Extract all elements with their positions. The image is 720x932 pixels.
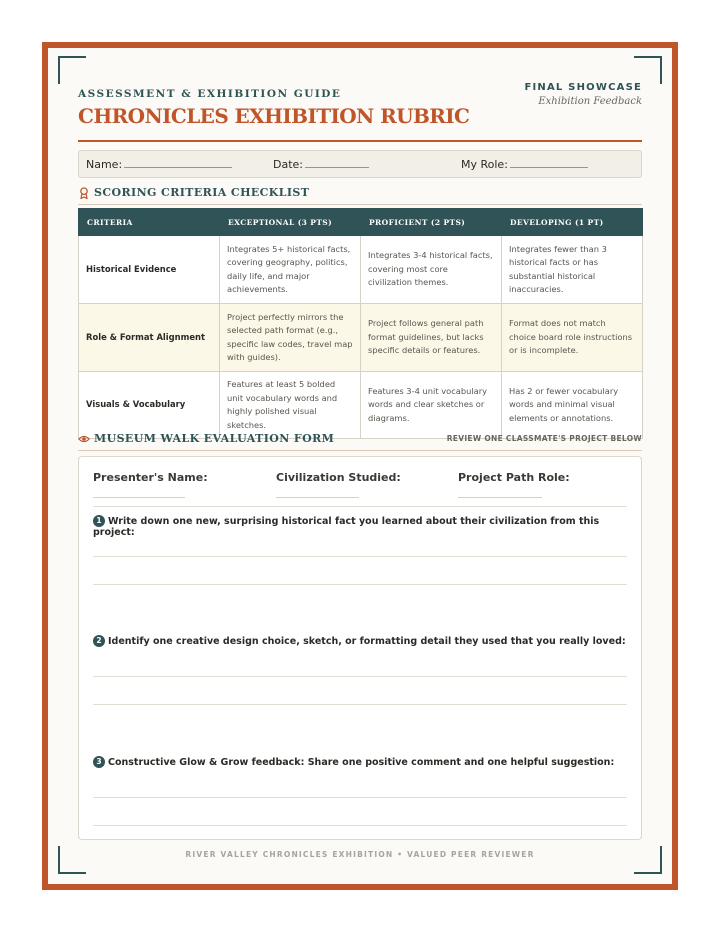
exceptional-cell: Integrates 5+ historical facts, covering geography, politics, daily life, and major achievements. bbox=[220, 236, 361, 304]
showcase-block bbox=[524, 82, 642, 107]
presenter-name-blank[interactable] bbox=[93, 497, 185, 498]
museum-walk-section-header bbox=[78, 432, 642, 450]
col-proficient: PROFICIENT (2 PTS) bbox=[361, 209, 502, 236]
developing-cell: Format does not match choice board role instructions or is incomplete. bbox=[502, 304, 643, 372]
eye-icon bbox=[78, 433, 90, 445]
proficient-cell: Features 3-4 unit vocabulary words and clear sketches or diagrams. bbox=[361, 372, 502, 439]
exceptional-cell: Features at least 5 bolded unit vocabulary words and highly polished visual sketches. bbox=[220, 372, 361, 439]
title-divider bbox=[78, 140, 642, 142]
rubric-table bbox=[78, 208, 643, 439]
scoring-heading: SCORING CRITERIA CHECKLIST bbox=[94, 186, 310, 199]
col-developing: DEVELOPING (1 PT) bbox=[502, 209, 643, 236]
exceptional-cell: Project perfectly mirrors the selected path format (e.g., specific law codes, travel map with guides). bbox=[220, 304, 361, 372]
name-label: Name: bbox=[86, 158, 123, 171]
developing-cell: Has 2 or fewer vocabulary words and minimal visual elements or annotations. bbox=[502, 372, 643, 439]
page-footer: RIVER VALLEY CHRONICLES EXHIBITION • VALUED PEER REVIEWER bbox=[185, 850, 535, 859]
question-number-badge: 1 bbox=[93, 515, 105, 527]
name-field[interactable] bbox=[86, 158, 232, 171]
criteria-cell: Visuals & Vocabulary bbox=[79, 372, 220, 439]
answer-line[interactable] bbox=[93, 676, 627, 677]
scoring-section-header bbox=[78, 186, 642, 204]
developing-cell: Integrates fewer than 3 historical facts or has substantial historical inaccuracies. bbox=[502, 236, 643, 304]
path-role-label: Project Path Role: bbox=[458, 471, 570, 484]
section-underline bbox=[78, 450, 642, 451]
answer-line[interactable] bbox=[93, 797, 627, 798]
answer-line[interactable] bbox=[93, 825, 627, 826]
role-field[interactable] bbox=[461, 158, 588, 171]
question-text: Identify one creative design choice, sketch, or formatting detail they used that you really loved: bbox=[108, 636, 626, 647]
date-blank[interactable] bbox=[305, 158, 369, 168]
question-1 bbox=[93, 515, 627, 538]
criteria-cell: Role & Format Alignment bbox=[79, 304, 220, 372]
section-underline bbox=[78, 204, 642, 205]
question-3 bbox=[93, 756, 627, 768]
date-field[interactable] bbox=[273, 158, 369, 171]
col-exceptional: EXCEPTIONAL (3 PTS) bbox=[220, 209, 361, 236]
role-blank[interactable] bbox=[510, 158, 588, 168]
rubric-sheet bbox=[42, 42, 678, 890]
proficient-cell: Integrates 3-4 historical facts, covering most core civilization themes. bbox=[361, 236, 502, 304]
corner-ornament bbox=[58, 56, 86, 84]
showcase-title: FINAL SHOWCASE bbox=[524, 82, 642, 93]
table-row bbox=[79, 236, 643, 304]
evaluation-form bbox=[78, 456, 642, 840]
review-instruction: REVIEW ONE CLASSMATE'S PROJECT BELOW bbox=[446, 434, 642, 443]
table-row bbox=[79, 304, 643, 372]
table-row bbox=[79, 372, 643, 439]
question-text: Write down one new, surprising historical fact you learned about their civilization from this project: bbox=[93, 516, 600, 538]
answer-line[interactable] bbox=[93, 584, 627, 585]
presenter-name-label: Presenter's Name: bbox=[93, 471, 208, 484]
question-text: Constructive Glow & Grow feedback: Share one positive comment and one helpful suggestion: bbox=[108, 757, 615, 768]
corner-ornament bbox=[634, 56, 662, 84]
award-icon bbox=[78, 187, 90, 199]
student-info-bar bbox=[78, 150, 642, 178]
form-divider bbox=[93, 506, 627, 507]
answer-line[interactable] bbox=[93, 704, 627, 705]
museum-walk-heading: MUSEUM WALK EVALUATION FORM bbox=[94, 432, 335, 445]
question-2 bbox=[93, 635, 627, 647]
col-criteria: CRITERIA bbox=[79, 209, 220, 236]
role-label: My Role: bbox=[461, 158, 508, 171]
answer-line[interactable] bbox=[93, 556, 627, 557]
name-blank[interactable] bbox=[124, 158, 232, 168]
document-eyebrow: ASSESSMENT & EXHIBITION GUIDE bbox=[78, 88, 342, 100]
question-number-badge: 3 bbox=[93, 756, 105, 768]
criteria-cell: Historical Evidence bbox=[79, 236, 220, 304]
civilization-label: Civilization Studied: bbox=[276, 471, 401, 484]
rubric-header-row bbox=[79, 209, 643, 236]
path-role-blank[interactable] bbox=[458, 497, 542, 498]
date-label: Date: bbox=[273, 158, 303, 171]
question-number-badge: 2 bbox=[93, 635, 105, 647]
page-title: CHRONICLES EXHIBITION RUBRIC bbox=[78, 104, 470, 128]
proficient-cell: Project follows general path format guidelines, but lacks specific details or features. bbox=[361, 304, 502, 372]
showcase-subtitle: Exhibition Feedback bbox=[538, 96, 642, 107]
civilization-blank[interactable] bbox=[276, 497, 359, 498]
